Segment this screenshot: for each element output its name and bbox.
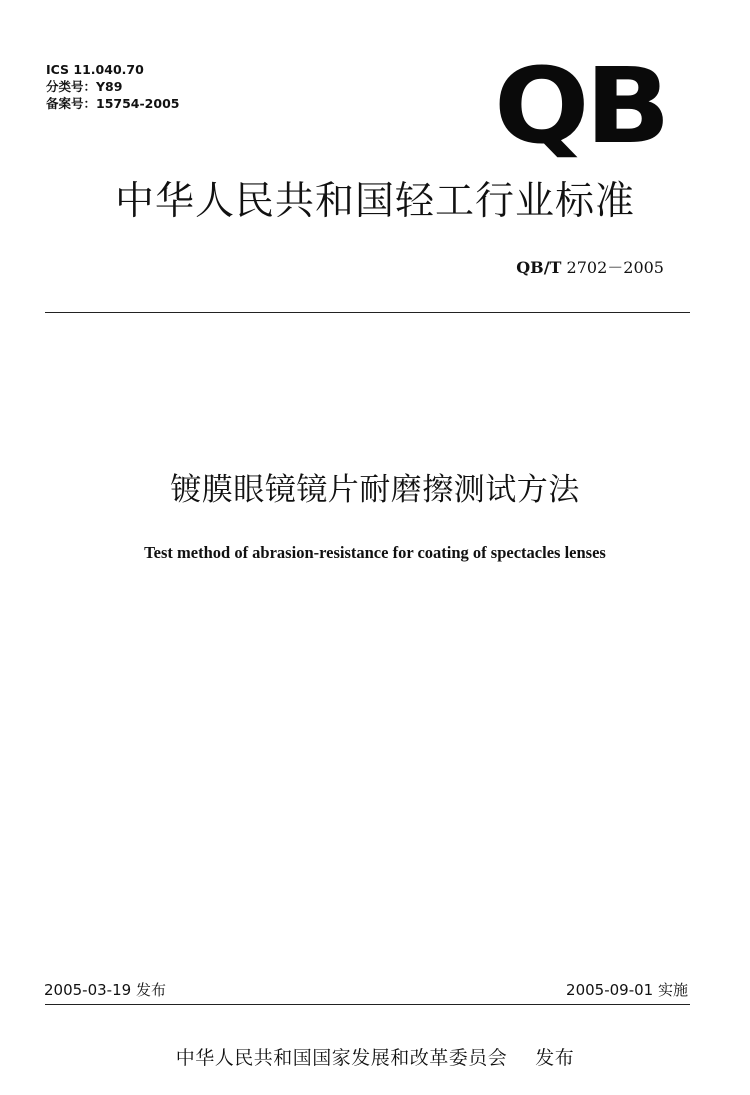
classification-number: 分类号：Y89 xyxy=(46,79,123,94)
org-title: 中华人民共和国轻工行业标准 xyxy=(114,179,635,224)
publish-label: 发布 xyxy=(535,1047,575,1069)
ics-code: ICS 11.040.70 xyxy=(46,62,144,77)
standard-prefix: QB/T xyxy=(516,258,562,277)
publisher-name: 中华人民共和国国家发展和改革委员会 xyxy=(175,1047,508,1069)
standard-code xyxy=(516,258,664,278)
record-number: 备案号：15754-2005 xyxy=(46,96,180,111)
top-divider xyxy=(45,312,690,313)
publisher-line xyxy=(0,1046,750,1070)
issue-date: 2005-03-19 发布 xyxy=(44,981,166,999)
qb-logo: QB xyxy=(494,45,667,167)
bottom-divider xyxy=(45,1004,690,1005)
chinese-title: 镀膜眼镜镜片耐磨擦测试方法 xyxy=(170,472,580,508)
implementation-date: 2005-09-01 实施 xyxy=(566,981,688,999)
english-title: Test method of abrasion-resistance for coating of spectacles lenses xyxy=(144,543,606,562)
standard-number: 2702－2005 xyxy=(566,258,664,277)
